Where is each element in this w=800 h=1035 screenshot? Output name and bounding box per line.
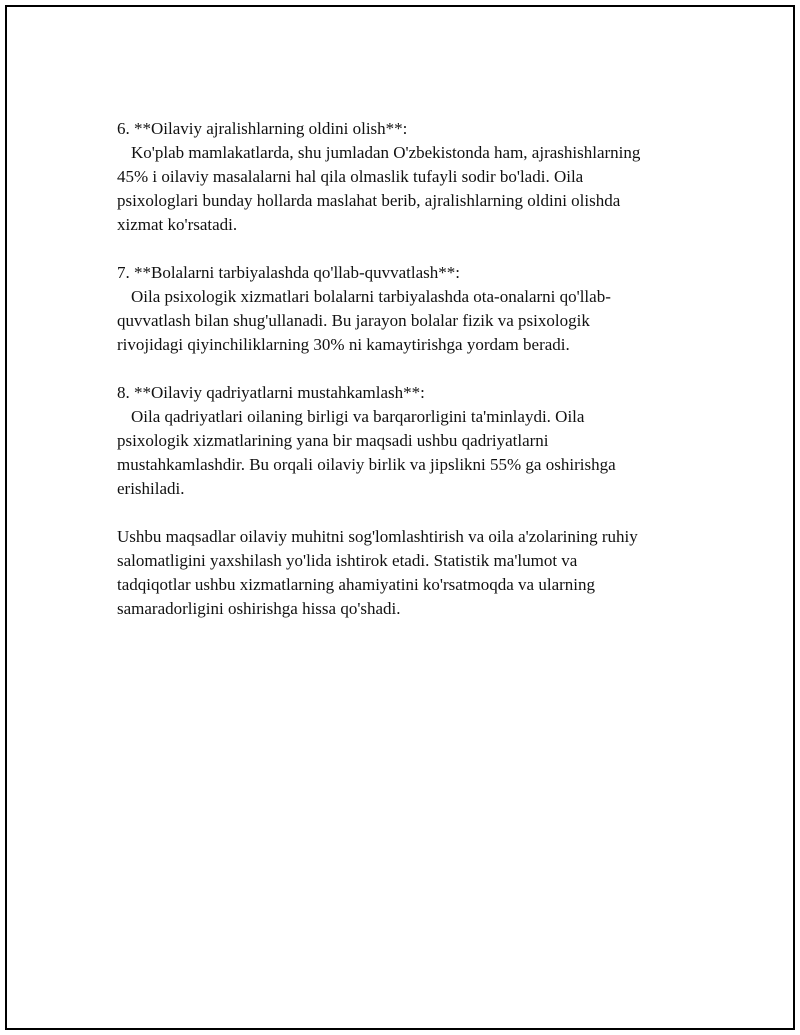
body-line: rivojidagi qiyinchiliklarning 30% ni kamaytirishga yordam beradi. bbox=[117, 335, 570, 354]
body-line: 45% i oilaviy masalalarni hal qila olmaslik tufayli sodir bo'ladi. Oila bbox=[117, 167, 584, 186]
body-line: psixologlari bunday hollarda maslahat berib, ajralishlarning oldini olishda bbox=[117, 191, 621, 210]
body-line: erishiladi. bbox=[117, 479, 185, 498]
body-line: salomatligini yaxshilash yo'lida ishtirok etadi. Statistik ma'lumot va bbox=[117, 551, 578, 570]
section-6 bbox=[117, 117, 697, 237]
section-heading: 7. **Bolalarni tarbiyalashda qo'llab-quvvatlash**: bbox=[117, 263, 460, 282]
document-content bbox=[117, 117, 697, 645]
body-line: samaradorligini oshirishga hissa qo'shadi. bbox=[117, 599, 401, 618]
body-line: quvvatlash bilan shug'ullanadi. Bu jarayon bolalar fizik va psixologik bbox=[117, 311, 590, 330]
body-line: tadqiqotlar ushbu xizmatlarning ahamiyatini ko'rsatmoqda va ularning bbox=[117, 575, 596, 594]
body-line: mustahkamlashdir. Bu orqali oilaviy birlik va jipslikni 55% ga oshirishga bbox=[117, 455, 616, 474]
conclusion-paragraph bbox=[117, 525, 697, 621]
body-line: Oila qadriyatlari oilaning birligi va barqarorligini ta'minlaydi. Oila bbox=[131, 407, 585, 426]
section-7 bbox=[117, 261, 697, 357]
body-line: psixologik xizmatlarining yana bir maqsadi ushbu qadriyatlarni bbox=[117, 431, 549, 450]
section-heading: 6. **Oilaviy ajralishlarning oldini olish**: bbox=[117, 119, 408, 138]
body-line: Oila psixologik xizmatlari bolalarni tarbiyalashda ota-onalarni qo'llab- bbox=[131, 287, 611, 306]
body-line: xizmat ko'rsatadi. bbox=[117, 215, 238, 234]
body-line: Ushbu maqsadlar oilaviy muhitni sog'lomlashtirish va oila a'zolarining ruhiy bbox=[117, 527, 638, 546]
body-line: Ko'plab mamlakatlarda, shu jumladan O'zbekistonda ham, ajrashishlarning bbox=[131, 143, 641, 162]
section-8 bbox=[117, 381, 697, 501]
section-heading: 8. **Oilaviy qadriyatlarni mustahkamlash**: bbox=[117, 383, 425, 402]
